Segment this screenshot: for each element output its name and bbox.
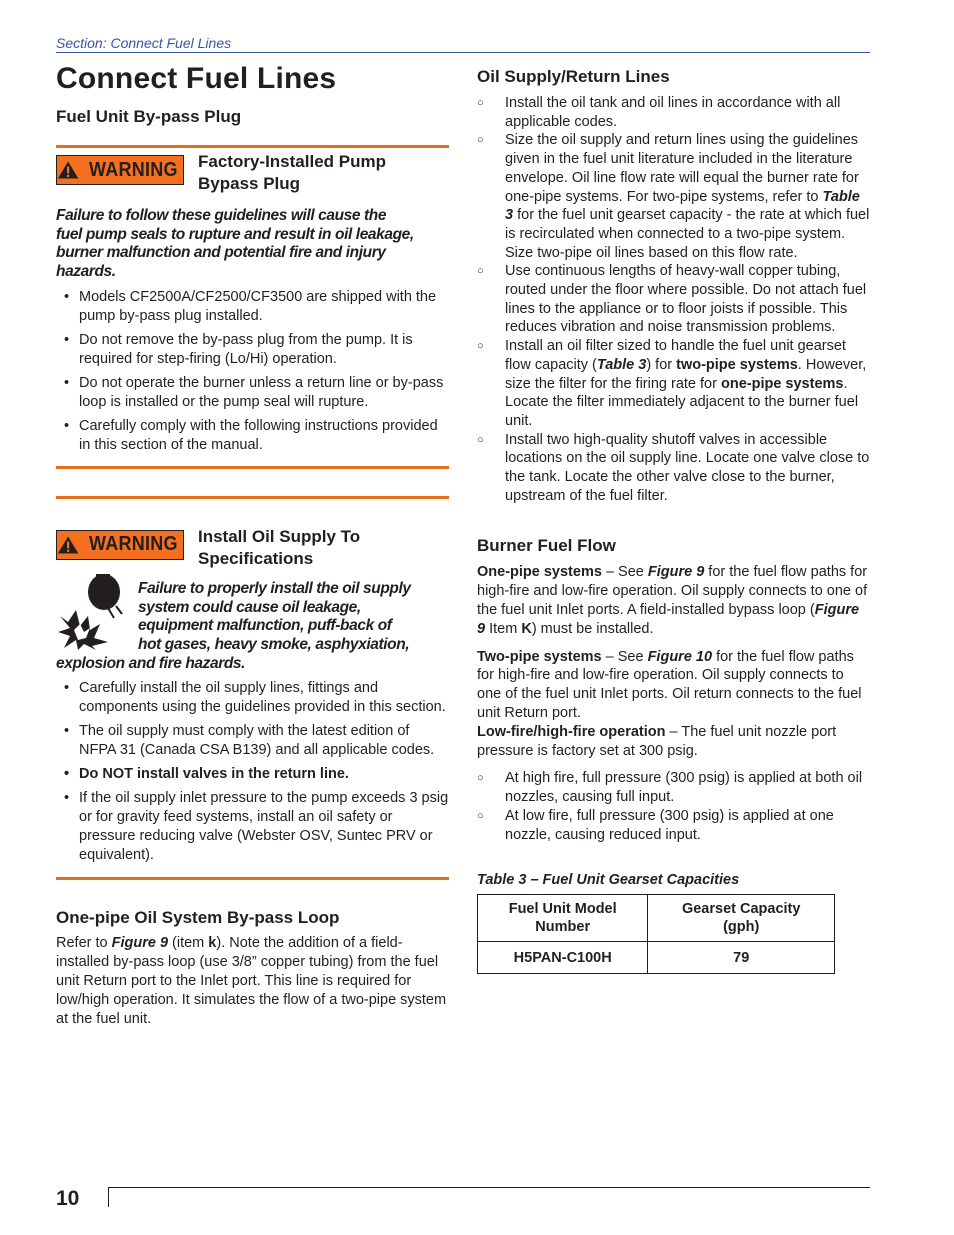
- bypass-plug-heading: Fuel Unit By-pass Plug: [56, 107, 242, 126]
- list-item: • Models CF2500A/CF2500/CF3500 are shipped with the pump by-pass plug installed.: [64, 288, 449, 326]
- onepipe-bypass-heading: One-pipe Oil System By-pass Loop: [56, 908, 340, 928]
- fire-pressure-list: [477, 769, 871, 844]
- section-label: Section: Connect Fuel Lines: [56, 35, 232, 51]
- table-cell-model: H5PAN-C100H: [478, 942, 648, 974]
- twopipe-systems-paragraph: Two-pipe systems – See Figure 10 for the fuel flow paths for high-fire and low-fire operation. Oil supply connects to one of the fuel unit Inlet ports. Oil return connects to the fuel unit Return port.: [477, 648, 862, 722]
- column-header-model: Fuel Unit Model Number: [478, 895, 648, 942]
- warning-title: Factory-Installed Pump Bypass Plug: [198, 152, 386, 193]
- lowfire-highfire-paragraph: Low-fire/high-fire operation – The fuel unit nozzle port pressure is factory set at 300 psig.: [477, 723, 837, 759]
- warning-bullet-list: [56, 288, 449, 455]
- list-item: ○ Install the oil tank and oil lines in accordance with all applicable codes.: [477, 94, 871, 131]
- list-item: • Do not remove the by-pass plug from the pump. It is required for step-firing (Lo/Hi) operation.: [64, 331, 449, 369]
- figure-reference: Figure 9: [647, 564, 705, 581]
- right-column: [477, 66, 871, 974]
- list-item: • Carefully comply with the following instructions provided in this section of the manual.: [64, 417, 449, 455]
- list-item: • Do not operate the burner unless a return line or by-pass loop is installed or the pump seal will rupture.: [64, 374, 449, 412]
- footer-rule-vertical: [108, 1187, 109, 1207]
- list-item: • If the oil supply inlet pressure to the pump exceeds 3 psig or for gravity feed systems, install an oil safety or pressure reducing valve (Webster OSV, Suntec PRV or equivalent).: [64, 789, 449, 865]
- list-item: ○ Use continuous lengths of heavy-wall copper tubing, routed under the floor where possible. Do not attach fuel lines to the appliance or to floor joists if possible. This reduces vibration and noise transmission problems.: [477, 262, 871, 337]
- warning-title: Install Oil Supply To Specifications: [198, 526, 361, 568]
- list-item: • Carefully install the oil supply lines, fittings and components using the guidelines provided in this section.: [64, 679, 449, 717]
- warning-box-oil-supply: [56, 496, 449, 881]
- left-column: [56, 106, 449, 1028]
- list-item: ○ At high fire, full pressure (300 psig) is applied at both oil nozzles, causing full input.: [477, 769, 871, 806]
- explosion-hazard-icon: [56, 570, 126, 650]
- list-item: ○ Size the oil supply and return lines using the guidelines given in the fuel unit literature included in the literature envelope. Oil line flow rate will equal the burner rate for one-pipe systems. For two-pipe systems, refer to Table 3 for the fuel unit gearset capacity - the rate at which fuel is recirculated when connected to a two-pipe system. Size two-pipe oil lines based on this flow rate.: [477, 131, 871, 262]
- onepipe-bypass-paragraph: Refer to Figure 9 (item k). Note the addition of a field-installed by-pass loop (use 3/8” copper tubing) from the fuel unit Return port to the Inlet port. This line is required for low/high operation. It simulates the flow of a two-pipe system at the fuel unit.: [56, 935, 447, 1027]
- table-cell-capacity: 79: [648, 942, 835, 974]
- warning-badge-label: WARNING: [89, 533, 179, 556]
- burner-fuel-flow-heading: Burner Fuel Flow: [477, 536, 616, 556]
- oil-supply-list: [477, 94, 871, 505]
- warning-badge: [56, 530, 184, 560]
- figure-reference: Figure 10: [647, 648, 713, 665]
- table-row: [478, 942, 835, 974]
- list-item: • The oil supply must comply with the latest edition of NFPA 31 (Canada CSA B139) and all applicable codes.: [64, 722, 449, 760]
- column-header-capacity: Gearset Capacity (gph): [648, 895, 835, 942]
- figure-reference: Figure 9: [111, 935, 169, 952]
- table-caption: Table 3 – Fuel Unit Gearset Capacities: [477, 872, 740, 889]
- header-rule: [56, 52, 870, 53]
- warning-badge: [56, 155, 184, 185]
- warning-triangle-icon: [57, 159, 79, 181]
- warning-text: Failure to follow these guidelines will cause the fuel pump seals to rupture and result in oil leakage, burner malfunction and potential fire and injury hazards.: [56, 207, 414, 281]
- table-header-row: [478, 895, 835, 942]
- page-number: 10: [56, 1187, 80, 1210]
- warning-triangle-icon: [57, 534, 79, 556]
- warning-text: Failure to properly install the oil supply system could cause oil leakage, equipment malfunction, puff-back of hot gases, heavy smoke, asphyxiation, explosion and fire hazards.: [56, 579, 411, 672]
- list-item: • Do NOT install valves in the return line.: [64, 765, 449, 784]
- list-item: ○ Install an oil filter sized to handle the fuel unit gearset flow capacity (Table 3) for two-pipe systems. However, size the filter for the firing rate for one-pipe systems. Locate the filter immediately adjacent to the burner fuel unit.: [477, 337, 871, 431]
- list-item: ○ At low fire, full pressure (300 psig) is applied at one nozzle, causing reduced input.: [477, 807, 871, 844]
- table-reference: Table 3: [596, 356, 647, 373]
- oil-supply-return-heading: Oil Supply/Return Lines: [477, 67, 670, 86]
- warning-bullet-list: [56, 679, 449, 865]
- warning-box-bypass-plug: [56, 145, 449, 469]
- footer-rule: [108, 1187, 870, 1188]
- table-reference: Table 3: [505, 188, 860, 224]
- figure-reference: Figure 9: [477, 602, 860, 637]
- gearset-capacity-table: [477, 894, 835, 974]
- list-item: ○ Install two high-quality shutoff valves in accessible locations on the oil supply line. Locate one valve close to the tank. Locate the other valve close to the burner, upstream of the fuel filter.: [477, 431, 871, 506]
- page-title: Connect Fuel Lines: [56, 62, 337, 95]
- onepipe-systems-paragraph: One-pipe systems – See Figure 9 for the fuel flow paths for high-fire and low-fire operation. Oil supply connects to one of the fuel unit Inlet ports. A field-installed bypass loop (Figure 9 Item K) must be installed.: [477, 564, 868, 637]
- warning-badge-label: WARNING: [89, 158, 179, 181]
